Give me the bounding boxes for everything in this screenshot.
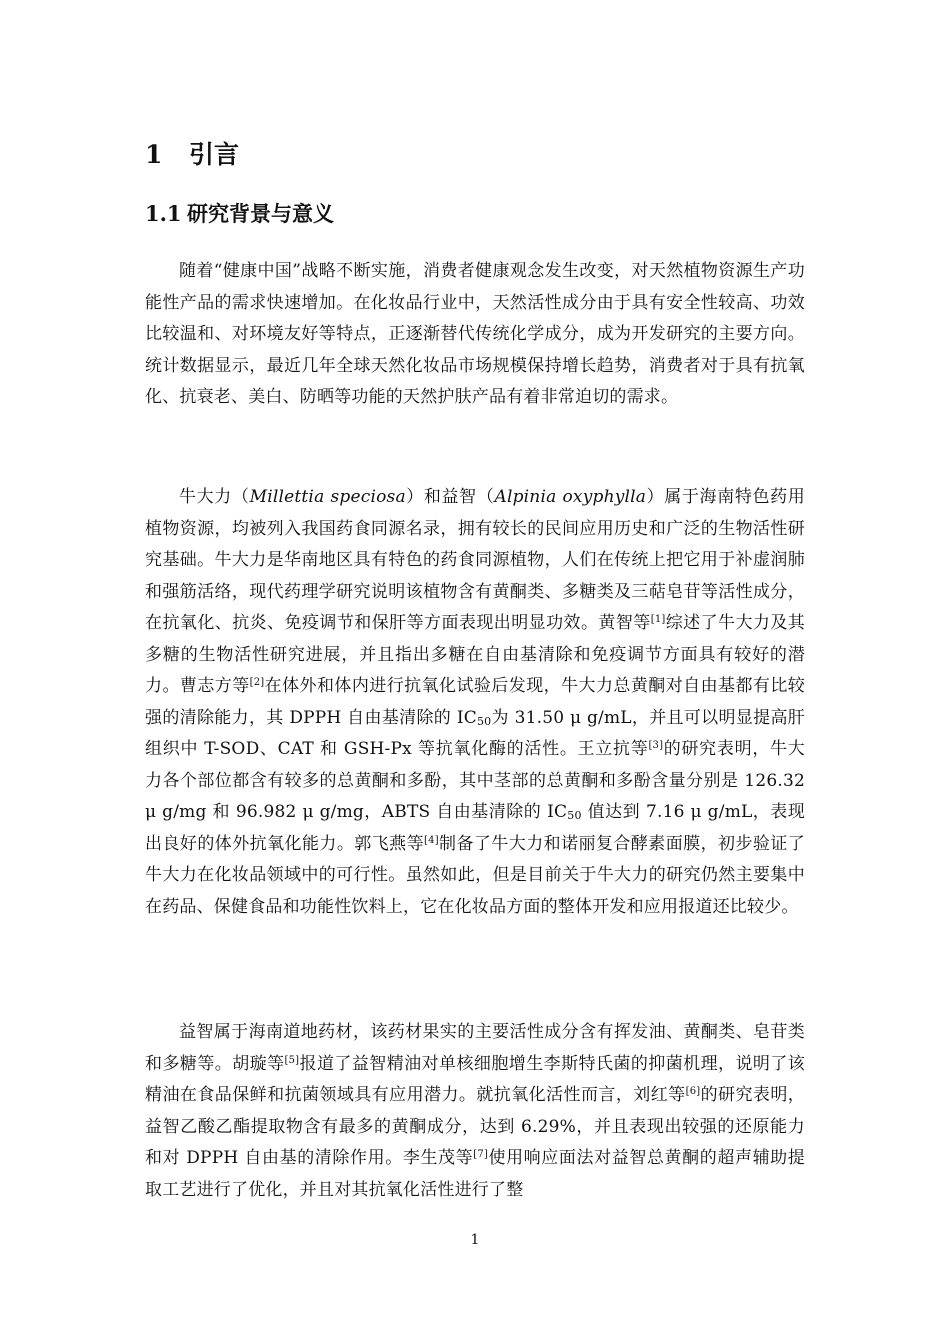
- citation-ref[interactable]: [3]: [648, 740, 664, 751]
- species-name: Millettia speciosa: [249, 487, 406, 507]
- text-run: 值达到 7.16 μ g/mL，表现出良好的体外抗氧化能力。郭飞燕等: [145, 802, 805, 854]
- text-run: ）和益智（: [405, 487, 495, 507]
- section-heading: [145, 199, 334, 229]
- paragraph-background: [145, 256, 805, 414]
- citation-ref[interactable]: [7]: [473, 1149, 489, 1160]
- paragraph-millettia: [145, 482, 805, 923]
- section-title: 研究背景与意义: [187, 201, 334, 226]
- text-run: 综述了牛大力及其多糖的生物活性研究进展，并且指出多糖在自由基清除和免疫调节方面具有较好的潜力。曹志方等: [145, 613, 805, 696]
- section-number: 1.1: [145, 201, 182, 226]
- text-run: 在体外和体内进行抗氧化试验后发现，牛大力总黄酮对自由基都有比较强的清除能力，其 DPPH 自由基清除的 IC: [145, 676, 806, 728]
- citation-ref[interactable]: [6]: [685, 1086, 701, 1097]
- citation-ref[interactable]: [4]: [424, 834, 439, 846]
- citation-ref[interactable]: [1]: [650, 614, 666, 625]
- text-run: 牛大力（: [179, 487, 250, 507]
- chapter-title: 引言: [189, 140, 240, 169]
- text-run: 制备了牛大力和诺丽复合酵素面膜，初步验证了牛大力在化妆品领域中的可行性。虽然如此，但是目前关于牛大力的研究仍然主要集中在药品、保健食品和功能性饮料上，它在化妆品方面的整体开发和应用报道还比较少。: [145, 833, 806, 917]
- citation-ref[interactable]: [2]: [249, 677, 265, 688]
- text-run: 报道了益智精油对单核细胞增生李斯特氏菌的抑菌机理，说明了该精油在食品保鲜和抗菌领域具有应用潜力。就抗氧化活性而言，刘红等: [145, 1053, 805, 1105]
- subscript: 50: [476, 714, 492, 728]
- text-run: 的研究表明，益智乙酸乙酯提取物含有最多的黄酮成分，达到 6.29%，并且表现出较强的还原能力和对 DPPH 自由基的清除作用。李生茂等: [145, 1085, 806, 1168]
- text-run: 使用响应面法对益智总黄酮的超声辅助提取工艺进行了优化，并且对其抗氧化活性进行了整: [145, 1148, 805, 1200]
- chapter-number: 1: [145, 140, 163, 169]
- text-run: 的研究表明，牛大力各个部位都含有较多的总黄酮和多酚，其中茎部的总黄酮和多酚含量分别是 126.32 μ g/mg 和 96.982 μ g/mg，ABTS 自由基清除的 IC: [145, 739, 805, 822]
- chapter-heading: [145, 138, 239, 172]
- citation-ref[interactable]: [5]: [284, 1054, 300, 1066]
- text-run: ）属于海南特色药用植物资源，均被列入我国药食同源名录，拥有较长的民间应用历史和广泛的生物活性研究基础。牛大力是华南地区具有特色的药食同源植物，人们在传统上把它用于补虚润肺和强筋活络，现代药理学研究说明该植物含有黄酮类、多糖类及三萜皂苷等活性成分，在抗氧化、抗炎、免疫调节和保肝等方面表现出明显功效。黄智等: [145, 487, 805, 633]
- species-name: Alpinia oxyphylla: [494, 487, 647, 507]
- subscript: 50: [567, 809, 582, 822]
- text-run: 为 31.50 μ g/mL，并且可以明显提高肝组织中 T-SOD、CAT 和 GSH-Px 等抗氧化酶的活性。王立抗等: [145, 707, 805, 759]
- page-number: 1: [470, 1232, 480, 1248]
- text-run: 益智属于海南道地药材，该药材果实的主要活性成分含有挥发油、黄酮类、皂苷类和多糖等。胡璇等: [145, 1022, 805, 1074]
- paragraph-alpinia: [145, 1017, 805, 1206]
- paragraph-text: 随着“健康中国”战略不断实施，消费者健康观念发生改变，对天然植物资源生产功能性产品的需求快速增加。在化妆品行业中，天然活性成分由于具有安全性较高、功效比较温和、对环境友好等特点，正逐渐替代传统化学成分，成为开发研究的主要方向。统计数据显示，最近几年全球天然化妆品市场规模保持增长趋势，消费者对于具有抗氧化、抗衰老、美白、防晒等功能的天然护肤产品有着非常迫切的需求。: [145, 261, 805, 407]
